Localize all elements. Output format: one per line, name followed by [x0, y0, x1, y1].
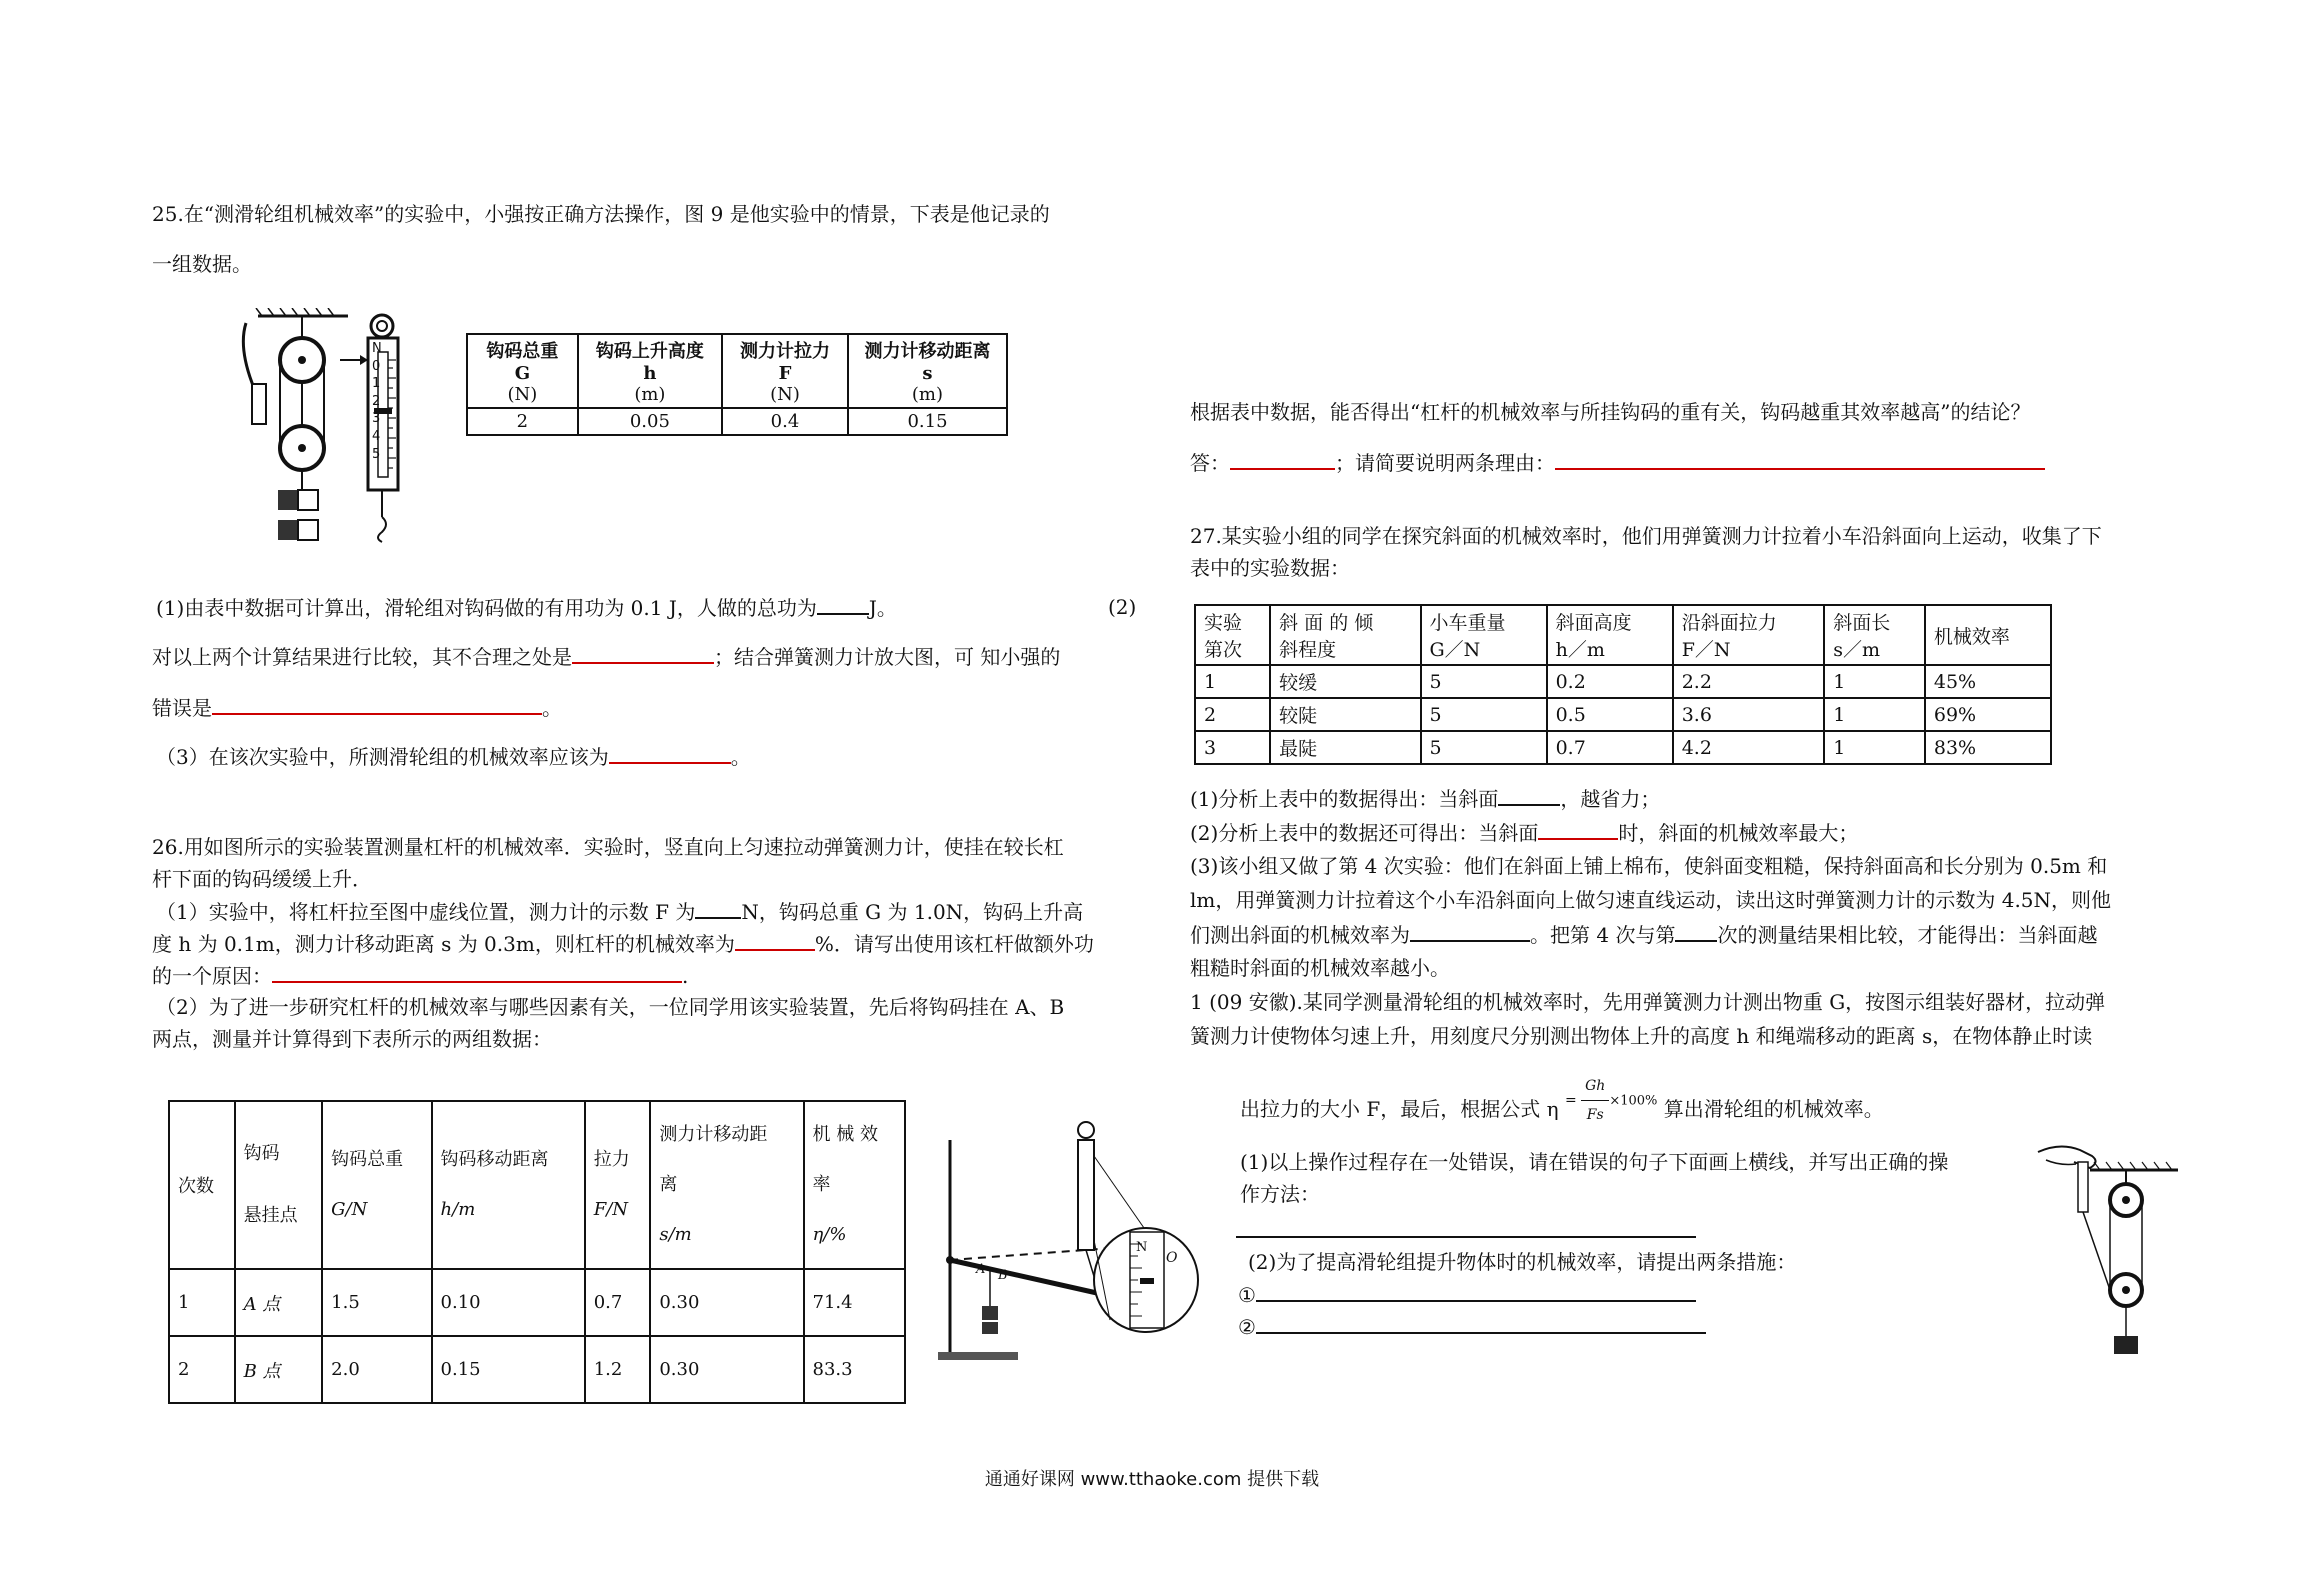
- lever-label-a: A: [976, 1262, 986, 1277]
- lever-label-b: B: [998, 1268, 1008, 1283]
- answer-blank[interactable]: [272, 961, 682, 983]
- table-row: [169, 1269, 905, 1336]
- scale-label: 0: [372, 358, 381, 374]
- table-cell: 0.7: [585, 1269, 651, 1336]
- formula-fraction: [1581, 1072, 1609, 1129]
- q27-line2: 表中的实验数据：: [1190, 556, 1350, 580]
- q26-part1-line2: [152, 929, 1094, 958]
- table-cell: 0.05: [578, 408, 722, 435]
- table-cell: 4.2: [1673, 731, 1825, 764]
- q25-intro-line2: 一组数据。: [152, 252, 252, 276]
- table-cell: 69%: [1925, 698, 2051, 731]
- answer-blank[interactable]: [1256, 1280, 1696, 1302]
- q1-step1-line1: (1)以上操作过程存在一处错误，请在错误的句子下面画上横线，并写出正确的操: [1240, 1150, 1949, 1174]
- q25-part3-text: （3）在该次实验中，所测滑轮组的机械效率应该为: [156, 745, 609, 769]
- reasons-label: ；请简要说明两条理由：: [1335, 451, 1555, 475]
- q27-answer3-line4: 粗糙时斜面的机械效率越小。: [1190, 956, 1450, 980]
- table-header-cell: 钩码总重 G (N): [467, 334, 578, 408]
- table-cell: 2: [1195, 698, 1270, 731]
- circle-number-1: ①: [1238, 1283, 1256, 1307]
- table-cell: 1: [1824, 731, 1925, 764]
- efficiency-formula: [1565, 1072, 1657, 1129]
- q26-part1: [156, 897, 1083, 926]
- table-header-cell: 沿斜面拉力 F／N: [1673, 605, 1825, 665]
- q25-part2-error: [152, 693, 562, 722]
- q25-part2: [152, 642, 1060, 671]
- table-cell: 0.10: [432, 1269, 585, 1336]
- table-cell: 0.30: [650, 1336, 803, 1403]
- scale-label: N: [372, 341, 382, 356]
- table-cell: 3.6: [1673, 698, 1825, 731]
- page-footer: 通通好课网 www.tthaoke.com 提供下载: [984, 1469, 1320, 1490]
- q26-part1-text-c: 度 h 为 0.1m，测力计移动距离 s 为 0.3m，则杠杆的机械效率为: [152, 932, 735, 956]
- q25-part1-unit: J。: [868, 596, 897, 620]
- q27-answer1-text: (1)分析上表中的数据得出：当斜面: [1190, 787, 1499, 811]
- q26-data-table: [168, 1100, 906, 1404]
- scale-label: 5: [372, 446, 381, 462]
- answer-label: 答：: [1190, 451, 1230, 475]
- table-cell: 83.3: [804, 1336, 906, 1403]
- q26-line2: 杆下面的钩码缓缓上升．: [152, 867, 372, 891]
- table-header-cell: 机械效率: [1925, 605, 2051, 665]
- q27-answer3-text: 们测出斜面的机械效率为: [1190, 923, 1410, 947]
- q1-step1-line2: 作方法：: [1240, 1182, 1320, 1206]
- table-header-cell: 钩码总重 G/N: [322, 1101, 431, 1269]
- table-cell: 0.5: [1547, 698, 1673, 731]
- answer-blank[interactable]: [1410, 920, 1530, 942]
- table-cell: 5: [1421, 731, 1547, 764]
- spring-scale-figure: [360, 312, 420, 547]
- table-cell: 1.2: [585, 1336, 651, 1403]
- table-cell: 5: [1421, 698, 1547, 731]
- answer-blank[interactable]: [1230, 448, 1335, 470]
- q25-part3-end: 。: [730, 745, 751, 769]
- q1-line3-text: 出拉力的大小 F，最后，根据公式 η: [1240, 1097, 1559, 1121]
- spring-scale-labels: [372, 340, 382, 463]
- q1-step2: (2)为了提高滑轮组提升物体时的机械效率，请提出两条措施：: [1248, 1250, 1797, 1274]
- q25-part2-error-label: 错误是: [152, 696, 212, 720]
- q26-reason-label: 的一个原因：: [152, 964, 272, 988]
- table-cell: 较缓: [1270, 665, 1420, 698]
- q1-measure2: [1238, 1312, 1706, 1341]
- table-header-cell: 钩码 悬挂点: [235, 1101, 323, 1269]
- q25-part1-text: (1)由表中数据可计算出，滑轮组对钩码做的有用功为 0.1 J，人做的总功为: [156, 596, 817, 620]
- q26-part2-line2: 两点，测量并计算得到下表所示的两组数据：: [152, 1027, 552, 1051]
- table-header-cell: 测力计移动距离 s (m): [848, 334, 1007, 408]
- table-row: [169, 1336, 905, 1403]
- q27-answer2-text: (2)分析上表中的数据还可得出：当斜面: [1190, 821, 1539, 845]
- table-cell: 2: [169, 1336, 235, 1403]
- table-cell: 0.2: [1547, 665, 1673, 698]
- q1-line3: [1240, 1078, 1884, 1139]
- q27-answer3-line3: [1190, 920, 2097, 949]
- table-cell: A 点: [235, 1269, 323, 1336]
- table-header-cell: 测力计拉力 F (N): [722, 334, 848, 408]
- table-header-cell: 钩码移动距离 h/m: [432, 1101, 585, 1269]
- q26-part1-text-b: N，钩码总重 G 为 1.0N，钩码上升高: [741, 900, 1084, 924]
- q1-line1: 1 (09 安徽).某同学测量滑轮组的机械效率时，先用弹簧测力计测出物重 G，按图示组装好器材，拉动弹: [1190, 990, 2106, 1014]
- q25-part3: [156, 742, 751, 771]
- scale-label: 3: [372, 411, 381, 427]
- table-cell: 0.15: [848, 408, 1007, 435]
- q27-data-table: [1194, 604, 2052, 765]
- q27-answer3-text-c: 次的测量结果相比较，才能得出：当斜面越: [1717, 923, 2098, 947]
- answer-blank[interactable]: [1498, 784, 1560, 806]
- q25-part2-end: 。: [542, 696, 562, 720]
- q1-line3-end: 算出滑轮组的机械效率。: [1663, 1097, 1884, 1121]
- q27-answer3-line2: lm，用弹簧测力计拉着这个小车沿斜面向上做匀速直线运动，读出这时弹簧测力计的示数为 4.5N，则他: [1190, 888, 2112, 912]
- table-cell: 1: [1195, 665, 1270, 698]
- q26-conclusion-question: 根据表中数据，能否得出“杠杆的机械效率与所挂钩码的重有关，钩码越重其效率越高”的结论？: [1190, 400, 2031, 424]
- lever-label-o: O: [1166, 1250, 1178, 1266]
- formula-percent: ×100%: [1609, 1093, 1658, 1109]
- table-header-cell: 次数: [169, 1101, 235, 1269]
- table-row: [1195, 731, 2051, 764]
- table-cell: 1: [1824, 698, 1925, 731]
- q27-answer3-line1: (3)该小组又做了第 4 次实验：他们在斜面上铺上棉布，使斜面变粗糙，保持斜面高和长分别为 0.5m 和: [1190, 854, 2108, 878]
- q26-part2: （2）为了进一步研究杠杆的机械效率与哪些因素有关，一位同学用该实验装置，先后将钩码挂在 A、B: [156, 995, 1065, 1019]
- table-header-cell: 实验 第次: [1195, 605, 1270, 665]
- scale-label: 1: [372, 376, 381, 392]
- answer-blank[interactable]: [735, 929, 815, 951]
- table-cell: 2: [467, 408, 578, 435]
- table-cell: 1.5: [322, 1269, 431, 1336]
- answer-blank[interactable]: [609, 742, 731, 764]
- table-cell: 1: [169, 1269, 235, 1336]
- circle-number-2: ②: [1238, 1315, 1256, 1339]
- answer-blank[interactable]: [817, 593, 869, 615]
- table-cell: 0.7: [1547, 731, 1673, 764]
- q26-part1-text-d: %．请写出使用该杠杆做额外功: [814, 932, 1094, 956]
- table-header-cell: 斜面长 s／m: [1824, 605, 1925, 665]
- table-cell: 2.2: [1673, 665, 1825, 698]
- answer-blank[interactable]: [212, 693, 542, 715]
- q25-data-table: [466, 333, 1008, 436]
- formula-numerator: Gh: [1581, 1072, 1609, 1101]
- q26-reason-end: .: [682, 964, 689, 988]
- table-header-cell: 钩码上升高度 h (m): [578, 334, 722, 408]
- table-header-row: [1195, 605, 2051, 665]
- q26-conclusion-answer: [1190, 448, 2045, 477]
- q25-part1: [156, 593, 897, 622]
- table-cell: 45%: [1925, 665, 2051, 698]
- answer-blank[interactable]: [1256, 1312, 1706, 1334]
- table-cell: 83%: [1925, 731, 2051, 764]
- q1-measure1: [1238, 1280, 1696, 1309]
- table-header-cell: 小车重量 G／N: [1421, 605, 1547, 665]
- table-cell: 5: [1421, 665, 1547, 698]
- q27-answer2: [1190, 818, 1858, 847]
- formula-denominator: Fs: [1586, 1107, 1604, 1123]
- table-header-cell: 斜面高度 h／m: [1547, 605, 1673, 665]
- q26-part1-line3: [152, 961, 688, 990]
- q27-answer1-end: ，越省力；: [1560, 787, 1661, 811]
- table-cell: B 点: [235, 1336, 323, 1403]
- table-header-row: [467, 334, 1007, 408]
- table-cell: 较陡: [1270, 698, 1420, 731]
- table-cell: 1: [1824, 665, 1925, 698]
- table-row: [1195, 698, 2051, 731]
- lever-label-n: N: [1136, 1240, 1148, 1255]
- table-cell: 0.15: [432, 1336, 585, 1403]
- table-header-cell: 机 械 效 率 η/%: [804, 1101, 906, 1269]
- table-header-cell: 测力计移动距 离 s/m: [650, 1101, 803, 1269]
- q25-intro-line1: 25.在“测滑轮组机械效率”的实验中，小强按正确方法操作，图 9 是他实验中的情景，下表是他记录的: [152, 202, 1050, 226]
- formula-equals: =: [1564, 1092, 1577, 1109]
- answer-line[interactable]: [1236, 1236, 1696, 1238]
- table-header-cell: 斜 面 的 倾 斜程度: [1270, 605, 1420, 665]
- scale-label: 2: [372, 393, 381, 409]
- answer-blank[interactable]: [1675, 920, 1717, 942]
- q1-line2: 簧测力计使物体匀速上升，用刻度尺分别测出物体上升的高度 h 和绳端移动的距离 s，在物体静止时读: [1190, 1024, 2093, 1048]
- q27-answer3-text-b: 。把第 4 次与第: [1530, 923, 1676, 947]
- table-cell: 2.0: [322, 1336, 431, 1403]
- q27-answer2-end: 时，斜面的机械效率最大；: [1618, 821, 1859, 845]
- q27-answer1: [1190, 784, 1660, 813]
- hand-pulley-figure: [2030, 1140, 2180, 1365]
- table-cell: 0.4: [722, 408, 848, 435]
- q26-part1-text: （1）实验中，将杠杆拉至图中虚线位置，测力计的示数 F 为: [156, 900, 696, 924]
- table-cell: 最陡: [1270, 731, 1420, 764]
- answer-blank[interactable]: [572, 642, 714, 664]
- q25-part2-number: (2): [1108, 595, 1137, 619]
- table-cell: 0.30: [650, 1269, 803, 1336]
- answer-blank[interactable]: [1538, 818, 1618, 840]
- table-header-row: [169, 1101, 905, 1269]
- answer-blank[interactable]: [1555, 448, 2045, 470]
- q25-part2-text: 对以上两个计算结果进行比较，其不合理之处是: [152, 645, 572, 669]
- table-row: [467, 408, 1007, 435]
- q25-part2-text-b: ；结合弹簧测力计放大图，可 知小强的: [714, 645, 1061, 669]
- q26-line1: 26.用如图所示的实验装置测量杠杆的机械效率．实验时，竖直向上匀速拉动弹簧测力计，使挂在较长杠: [152, 835, 1064, 859]
- table-cell: 3: [1195, 731, 1270, 764]
- table-row: [1195, 665, 2051, 698]
- scale-label: 4: [372, 428, 381, 444]
- table-cell: 71.4: [804, 1269, 906, 1336]
- table-header-cell: 拉力 F/N: [585, 1101, 651, 1269]
- q27-line1: 27.某实验小组的同学在探究斜面的机械效率时，他们用弹簧测力计拉着小车沿斜面向上运动，收集了下: [1190, 524, 2102, 548]
- answer-blank[interactable]: [695, 897, 741, 919]
